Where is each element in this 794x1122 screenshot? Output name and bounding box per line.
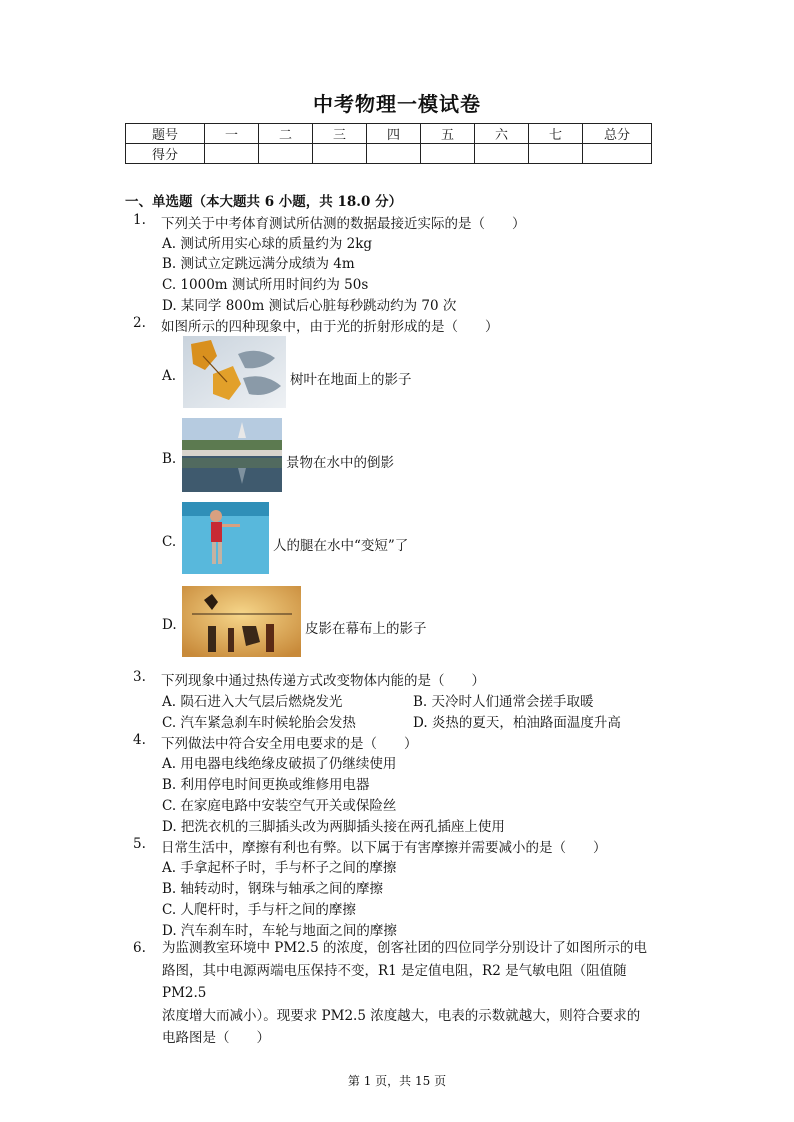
- option-a-label[interactable]: A.: [162, 368, 177, 384]
- page-title: 中考物理一模试卷: [313, 92, 481, 116]
- option-c[interactable]: C. 汽车紧急刹车时候轮胎会发热: [162, 715, 356, 731]
- score-table: [125, 123, 652, 164]
- question-number: 2.: [133, 315, 146, 331]
- option-d[interactable]: D. 把洗衣机的三脚插头改为两脚插头接在两孔插座上使用: [162, 819, 505, 835]
- option-c[interactable]: C. 人爬杆时，手与杆之间的摩擦: [162, 902, 356, 918]
- table-cell: 四: [367, 124, 421, 144]
- option-d[interactable]: D. 某同学 800m 测试后心脏每秒跳动约为 70 次: [162, 298, 457, 314]
- option-a[interactable]: A. 手拿起杯子时，手与杯子之间的摩擦: [162, 860, 397, 876]
- question-6-line: 电路图是（ ）: [162, 1030, 270, 1046]
- question-text: 下列关于中考体育测试所估测的数据最接近实际的是（ ）: [161, 216, 526, 232]
- option-b-label[interactable]: B.: [162, 451, 177, 467]
- question-6-line: 浓度增大而减小）。现要求 PM2.5 浓度越大，电表的示数就越大，则符合要求的: [162, 1007, 641, 1024]
- option-a[interactable]: A. 陨石进入大气层后燃烧发光: [162, 694, 343, 710]
- leaf-shadow-photo: [183, 336, 286, 408]
- table-cell[interactable]: [421, 144, 475, 164]
- table-cell: 五: [421, 124, 475, 144]
- table-cell[interactable]: [313, 144, 367, 164]
- question-text: 下列现象中通过热传递方式改变物体内能的是（ ）: [161, 673, 485, 689]
- swimmer-photo: [182, 502, 269, 574]
- table-cell: 二: [259, 124, 313, 144]
- option-b-text: 景物在水中的倒影: [286, 455, 394, 471]
- option-d[interactable]: D. 炎热的夏天，柏油路面温度升高: [413, 715, 621, 731]
- question-number: 4.: [133, 732, 146, 748]
- option-b[interactable]: B. 天冷时人们通常会搓手取暖: [413, 694, 594, 710]
- option-a-text: 树叶在地面上的影子: [290, 372, 412, 388]
- option-d-label[interactable]: D.: [162, 617, 177, 633]
- option-c-text: 人的腿在水中“变短”了: [273, 538, 409, 554]
- shadow-puppet-photo: [182, 586, 301, 657]
- table-cell[interactable]: [259, 144, 313, 164]
- table-cell[interactable]: [583, 144, 652, 164]
- table-cell[interactable]: [529, 144, 583, 164]
- option-c[interactable]: C. 1000m 测试所用时间约为 50s: [162, 277, 369, 293]
- question-6-text: [162, 937, 657, 1050]
- question-number: 1.: [133, 212, 146, 228]
- option-a[interactable]: A. 测试所用实心球的质量约为 2kg: [162, 236, 373, 252]
- table-cell: 六: [475, 124, 529, 144]
- option-c[interactable]: C. 在家庭电路中安装空气开关或保险丝: [162, 798, 397, 814]
- table-cell: 总分: [583, 124, 652, 144]
- question-number: 3.: [133, 669, 146, 685]
- question-number: 6.: [133, 940, 146, 956]
- table-cell[interactable]: [475, 144, 529, 164]
- table-cell[interactable]: [367, 144, 421, 164]
- table-cell: 七: [529, 124, 583, 144]
- table-cell: 得分: [126, 144, 205, 164]
- question-text: 下列做法中符合安全用电要求的是（ ）: [161, 736, 418, 752]
- table-cell: 题号: [126, 124, 205, 144]
- question-number: 5.: [133, 836, 146, 852]
- question-text: 日常生活中，摩擦有利也有弊。以下属于有害摩擦并需要减小的是（ ）: [161, 840, 607, 856]
- option-d-text: 皮影在幕布上的影子: [305, 621, 427, 637]
- option-b[interactable]: B. 测试立定跳远满分成绩为 4m: [162, 256, 355, 272]
- page-footer: 第 1 页，共 15 页: [347, 1074, 447, 1088]
- table-cell: 一: [205, 124, 259, 144]
- question-text: 如图所示的四种现象中，由于光的折射形成的是（ ）: [161, 319, 499, 335]
- option-b[interactable]: B. 利用停电时间更换或维修用电器: [162, 777, 370, 793]
- option-b[interactable]: B. 轴转动时，钢珠与轴承之间的摩擦: [162, 881, 384, 897]
- score-table-score-row: [126, 144, 652, 164]
- option-a[interactable]: A. 用电器电线绝缘皮破损了仍继续使用: [162, 756, 397, 772]
- question-6-line: 路图，其中电源两端电压保持不变，R1 是定值电阻，R2 是气敏电阻（阻值随 PM2.5: [162, 962, 627, 1001]
- option-c-label[interactable]: C.: [162, 534, 177, 550]
- option-d[interactable]: D. 汽车刹车时，车轮与地面之间的摩擦: [162, 923, 397, 939]
- question-6-line: 为监测教室环境中 PM2.5 的浓度，创客社团的四位同学分别设计了如图所示的电: [162, 940, 647, 956]
- score-table-header-row: [126, 124, 652, 144]
- table-cell[interactable]: [205, 144, 259, 164]
- section-heading: 一、单选题（本大题共 6 小题，共 18.0 分）: [125, 194, 403, 210]
- table-cell: 三: [313, 124, 367, 144]
- water-reflection-photo: [182, 418, 282, 492]
